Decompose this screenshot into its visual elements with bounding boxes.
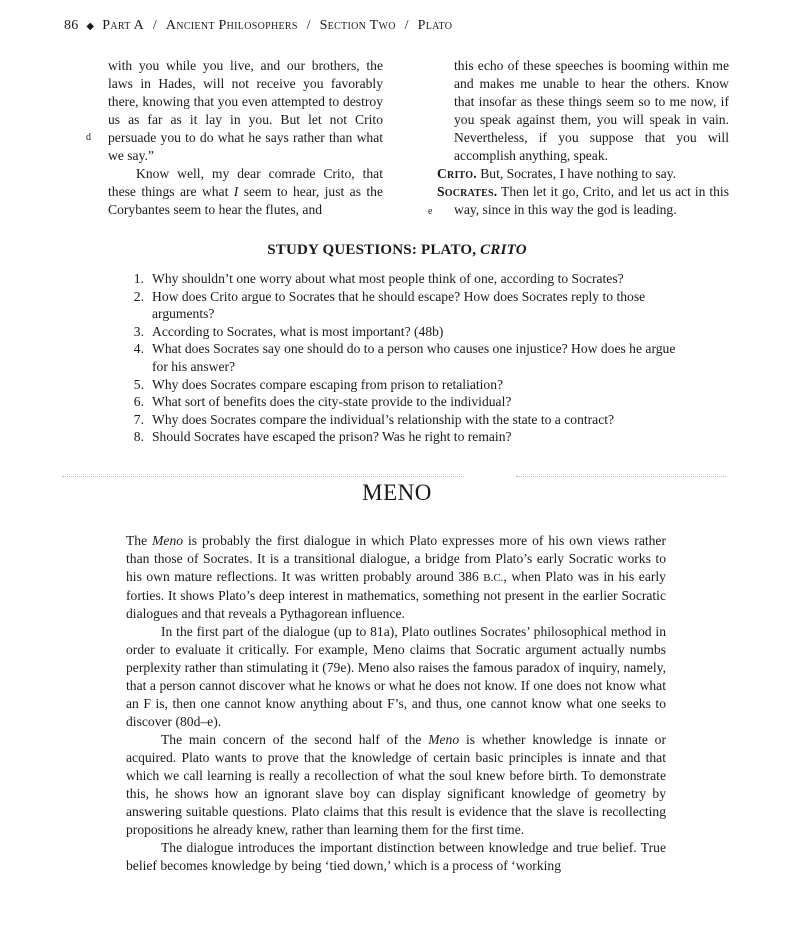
header-separator: / [306,18,311,33]
meno-paragraph: The dialogue introduces the important distinction between knowledge and true belief. True belief becomes knowledge by being ‘tied down,’ which is a process of ‘working [126,840,666,873]
header-book: Ancient Philosophers [165,18,298,33]
header-separator: / [404,18,409,33]
stephanus-margin-e: e [428,206,433,217]
list-item: 4. What does Socrates say one should do to a person who causes one injustice? How does he argue for his answer? [133,341,676,374]
meno-introduction [126,532,666,875]
meno-paragraph: The Meno is probably the first dialogue in which Plato expresses more of his own views rather than those of Socrates. It is a transitional dialogue, a bridge from Plato’s early Socratic works to his own mature reflections. It was written probably around 386 B.C., when Plato was in his early forties. It shows Plato’s deep interest in mathematics, something not present in the earlier Socratic dialogues and that reveals a Pythagorean influence. [126,533,666,621]
header-section: Section Two [319,18,396,33]
list-item: 5. Why does Socrates compare escaping from prison to retaliation? [133,376,504,392]
list-item: 1. Why shouldn’t one worry about what most people think of one, according to Socrates? [133,271,624,286]
crito-right-column [437,57,729,219]
crito-dialogue-line: Crito. But, Socrates, I have nothing to say. [437,166,677,181]
crito-paragraph: with you while you live, and our brothers, the laws in Hades, will not receive you favorably there, knowing that you even attempted to destroy us as far as it lay in you. But let not Crito persuade you to do what he says rather than what we say.” [108,58,383,163]
diamond-bullet-icon: ◆ [86,21,95,32]
socrates-dialogue-line: Socrates. Then let it go, Crito, and let us act in this way, since in this way the god is leading. [437,184,729,217]
running-header [64,18,452,34]
list-item: 7. Why does Socrates compare the individual’s relationship with the state to a contract? [133,411,615,427]
meno-paragraph: In the first part of the dialogue (up to 81a), Plato outlines Socrates’ philosophical method in order to evaluate it critically. For example, Meno claims that Socratic argument actually numbs perplexity rather than stimulating it (79e). Meno also raises the famous paradox of inquiry, namely, that a person cannot discover what he knows or what he does not know. If one does not know what an F is, then one cannot know anything about F’s, and thus, one cannot know what one seeks to discover (80d–e). [126,624,666,729]
list-item: 3. According to Socrates, what is most important? (48b) [133,323,444,339]
speaker-label: Crito. [437,166,477,181]
study-questions-list [130,270,690,446]
header-separator: / [152,18,158,33]
page-number: 86 [64,18,79,33]
crito-left-column [108,57,383,219]
header-chapter: Plato [417,18,453,33]
crito-paragraph: this echo of these speeches is booming within me and makes me unable to hear the others. Know that insofar as these things seem so to me now, if you speak against them, you will speak in vain. Nevertheless, if you suppose that you will accomplish anything, speak. [454,58,729,163]
list-item: 2. How does Crito argue to Socrates that he should escape? How does Socrates reply to those arguments? [133,288,646,322]
list-item: 8. Should Socrates have escaped the prison? Was he right to remain? [133,429,512,445]
list-item: 6. What sort of benefits does the city-state provide to the individual? [133,394,512,410]
meno-paragraph: The main concern of the second half of the Meno is whether knowledge is innate or acquired. Plato wants to prove that the knowledge of certain basic principles is innate and that which we call learning is really a recollection of what the soul knew before birth. To demonstrate this, he shows how an ignorant slave boy can display significant knowledge of geometry by answering suitable questions. Plato claims that this result is evidence that the slave is recollecting propositions he already knew, rather than learning them for the first time. [126,732,666,837]
header-part: Part A [102,18,145,33]
study-questions-title: STUDY QUESTIONS: PLATO, CRITO [267,242,527,258]
section-divider [62,476,464,477]
speaker-label: Socrates. [437,184,498,199]
crito-paragraph: Know well, my dear comrade Crito, that these things are what I seem to hear, just as the Corybantes seem to hear the flutes, and [108,166,383,217]
stephanus-margin-d: d [86,132,91,143]
section-divider [516,476,726,477]
section-title: MENO [362,480,432,505]
